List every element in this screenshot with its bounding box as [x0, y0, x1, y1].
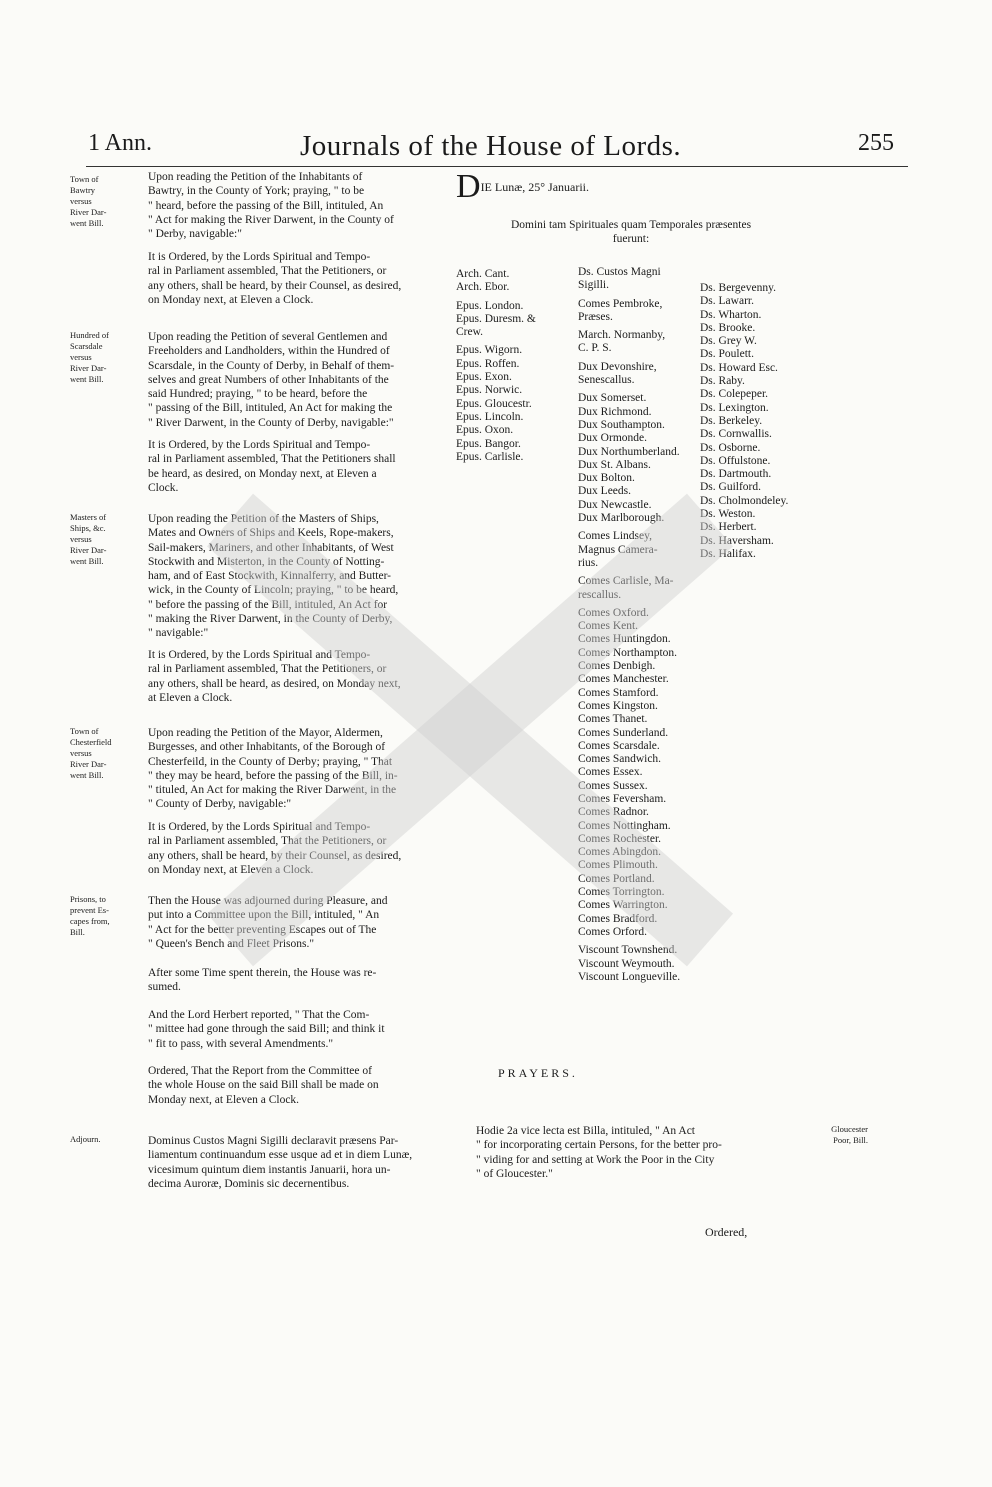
- attendee-name: Præses.: [578, 310, 613, 323]
- margin-note-adjourn: Adjourn.: [70, 1134, 101, 1144]
- attendance-heading: Domini tam Spirituales quam Temporales præsentes fuerunt:: [510, 219, 752, 245]
- attendee-name: Comes Nottingham.: [578, 819, 671, 832]
- attendee-name: Epus. Bangor.: [456, 437, 521, 450]
- attendee-name: Dux Northumberland.: [578, 445, 680, 458]
- paragraph-scarsdale-order: It is Ordered, by the Lords Spiritual and Tempo- ral in Parliament assembled, That the Petitioners shall be heard, as desired, on Monday next, at Eleven a Clock.: [148, 439, 396, 494]
- attendee-name: Ds. Poulett.: [700, 348, 754, 361]
- attendee-name: Comes Kingston.: [578, 699, 658, 712]
- attendee-name: Comes Torrington.: [578, 886, 665, 899]
- attendee-name: Comes Sunderland.: [578, 726, 669, 739]
- attendee-name: Viscount Townshend.: [578, 944, 678, 957]
- running-head-title: Journals of the House of Lords.: [300, 130, 682, 162]
- margin-note-gloucester: Gloucester Poor, Bill.: [831, 1124, 868, 1145]
- attendee-name: Comes Orford.: [578, 925, 647, 938]
- attendee-name: Comes Portland.: [578, 872, 655, 885]
- attendee-name: Epus. Norwic.: [456, 384, 523, 397]
- attendee-name: Ds. Haversham.: [700, 534, 774, 547]
- attendee-name: Ds. Brooke.: [700, 321, 756, 334]
- header-rule: [86, 166, 908, 167]
- attendee-name: Comes Kent.: [578, 620, 639, 633]
- attendee-name: Comes Lindsey,: [578, 530, 652, 543]
- paragraph-house-resumed: After some Time spent therein, the House was re- sumed.: [148, 967, 377, 994]
- attendee-name: Comes Oxford.: [578, 606, 649, 619]
- margin-note-masters-of-ships: Masters of Ships, &c. versus River Dar- went Bill.: [70, 512, 107, 566]
- drop-capital: D: [456, 168, 481, 205]
- paragraph-committee-prisons-bill: Then the House was adjourned during Pleasure, and put into a Committee upon the Bill, intituled, " An " Act for the better preventing Escapes out of The " Queen's Bench and Fleet Prisons.": [148, 895, 388, 950]
- paragraph-adjournment: Dominus Custos Magni Sigilli declaravit præsens Par- liamentum continuandum esse usque ad et in diem Lunæ, vicesimum quintum diem instantis Januarii, hora un- decima Auroræ, Dominis sic decernentibus.: [148, 1135, 413, 1190]
- attendee-name: Epus. Roffen.: [456, 357, 520, 370]
- paragraph-herbert-report: And the Lord Herbert reported, " That the Com- " mittee had gone through the said Bill; and think it " fit to pass, with several Amendments.": [148, 1009, 385, 1050]
- attendee-name: Comes Essex.: [578, 766, 643, 779]
- paragraph-chesterfield-order: It is Ordered, by the Lords Spiritual and Tempo- ral in Parliament assembled, That the Petitioners, or any others, shall be heard, by their Counsel, as desired, on Monday next, at Eleven a Clock.: [148, 821, 402, 876]
- prayers-heading: PRAYERS.: [498, 1066, 578, 1080]
- attendee-name: Comes Huntingdon.: [578, 633, 671, 646]
- attendee-name: Epus. Exon.: [456, 371, 512, 384]
- attendee-name: Comes Sandwich.: [578, 753, 662, 766]
- attendee-name: Dux Newcastle.: [578, 498, 652, 511]
- attendee-name: Viscount Longueville.: [578, 970, 681, 983]
- attendee-name: Dux Somerset.: [578, 392, 647, 405]
- date-heading: [456, 168, 589, 206]
- attendee-name: Ds. Cornwallis.: [700, 428, 772, 441]
- attendee-name: Comes Rochester.: [578, 832, 662, 845]
- attendee-name: Dux Leeds.: [578, 485, 632, 498]
- paragraph-bawtry-petition: Upon reading the Petition of the Inhabitants of Bawtry, in the County of York; praying, " to be " heard, before the passing of the Bill, intituled, An " Act for making the River Darwent, in the County of " Derby, navigable:": [148, 171, 394, 241]
- attendee-name: Comes Carlisle, Ma-: [578, 575, 674, 588]
- attendee-name: Ds. Custos Magni: [578, 266, 661, 278]
- attendee-name: Arch. Ebor.: [456, 281, 510, 294]
- running-head-regnal-year: 1 Ann.: [88, 130, 153, 156]
- attendee-name: Ds. Grey W.: [700, 335, 757, 348]
- attendee-name: Dux Richmond.: [578, 405, 652, 418]
- attendee-name: Dux St. Albans.: [578, 458, 651, 471]
- attendee-name: Crew.: [456, 326, 484, 339]
- attendance-list-spiritual: [456, 268, 536, 464]
- attendee-name: Ds. Raby.: [700, 375, 745, 388]
- attendance-list-barons: [700, 282, 788, 561]
- attendee-name: Ds. Berkeley.: [700, 414, 763, 427]
- attendee-name: Epus. Oxon.: [456, 424, 514, 437]
- attendee-name: Comes Warrington.: [578, 899, 668, 912]
- attendee-name: Ds. Cholmondeley.: [700, 494, 789, 507]
- paragraph-scarsdale-petition: Upon reading the Petition of several Gentlemen and Freeholders and Landholders, within the Hundred of Scarsdale, in the County of Derby, in Behalf of them- selves and great Numbers of other Inhabitants of the said Hundred; praying, " to be heard, before the " passing of the Bill, intituled, An Act for making the " River Darwent, in the County of Derby, navigable:": [148, 331, 395, 429]
- attendee-name: Comes Stamford.: [578, 686, 659, 699]
- attendee-name: rius.: [578, 556, 599, 569]
- attendee-name: Comes Denbigh.: [578, 660, 656, 673]
- paragraph-masters-petition: Upon reading the Petition of the Masters of Ships, Mates and Owners of Ships and Keels, Rope-makers, Sail-makers, Mariners, and other Inhabitants, of West Stockwith and Misterton, in the County of Notting- ham, and of East Stockwith, Kinnalferry, and Butter- wick, in the County of Lincoln; praying, " to be heard, " before the passing of the Bill, intituled, An Act for " making the River Darwent, in the County of Derby, " navigable:": [148, 513, 399, 640]
- attendee-name: Ds. Weston.: [700, 508, 756, 521]
- attendee-name: Viscount Weymouth.: [578, 957, 675, 970]
- attendee-name: Comes Manchester.: [578, 673, 669, 686]
- attendee-name: Ds. Guilford.: [700, 481, 762, 494]
- attendee-name: Epus. Wigorn.: [456, 344, 523, 357]
- attendance-list-temporal: [578, 266, 680, 984]
- attendee-name: Dux Marlborough.: [578, 512, 665, 525]
- attendee-name: March. Normanby,: [578, 329, 666, 342]
- attendee-name: Ds. Lawarr.: [700, 295, 754, 308]
- attendee-name: Comes Bradford.: [578, 912, 658, 925]
- attendee-name: Comes Northampton.: [578, 646, 678, 659]
- attendee-name: Comes Radnor.: [578, 806, 649, 819]
- attendee-name: Comes Thanet.: [578, 713, 648, 726]
- attendee-name: Epus. Duresm. &: [456, 312, 536, 325]
- attendee-name: Dux Bolton.: [578, 472, 635, 485]
- attendee-name: Sigilli.: [578, 279, 609, 292]
- attendee-name: Ds. Osborne.: [700, 441, 761, 454]
- margin-note-scarsdale: Hundred of Scarsdale versus River Dar- went Bill.: [70, 330, 109, 384]
- margin-note-bawtry: Town of Bawtry versus River Dar- went Bill.: [70, 174, 107, 228]
- attendee-name: Arch. Cant.: [456, 268, 510, 280]
- attendee-name: Ds. Dartmouth.: [700, 468, 772, 481]
- attendee-name: Dux Devonshire,: [578, 360, 657, 373]
- attendee-name: Epus. Carlisle.: [456, 450, 524, 463]
- attendee-name: Ds. Bergevenny.: [700, 282, 777, 294]
- attendee-name: rescallus.: [578, 588, 622, 601]
- catchword: Ordered,: [705, 1225, 748, 1239]
- attendee-name: Ds. Wharton.: [700, 308, 762, 321]
- attendee-name: Ds. Offulstone.: [700, 454, 771, 467]
- attendee-name: Ds. Halifax.: [700, 547, 756, 560]
- paragraph-gloucester-bill: Hodie 2a vice lecta est Billa, intituled, " An Act " for incorporating certain Persons, for the better pro- " viding for and setting at Work the Poor in the City " of Gloucester.": [476, 1125, 722, 1180]
- attendee-name: Comes Sussex.: [578, 779, 648, 792]
- page-number: 255: [858, 130, 894, 156]
- margin-note-prisons: Prisons, to prevent Es- capes from, Bill.: [70, 894, 110, 937]
- attendee-name: Dux Southampton.: [578, 418, 665, 431]
- attendee-name: Senescallus.: [578, 374, 635, 387]
- date-heading-text: IE Lunæ, 25° Januarii.: [480, 180, 590, 194]
- attendee-name: Comes Abingdon.: [578, 846, 662, 859]
- paragraph-masters-order: It is Ordered, by the Lords Spiritual and Tempo- ral in Parliament assembled, That the Petitioners, or any others, shall be heard, as desired, on Monday next, at Eleven a Clock.: [148, 649, 401, 704]
- paragraph-bawtry-order: It is Ordered, by the Lords Spiritual and Tempo- ral in Parliament assembled, That the Petitioners, or any others, shall be heard, by their Counsel, as desired, on Monday next, at Eleven a Clock.: [148, 251, 402, 306]
- attendee-name: Epus. Lincoln.: [456, 410, 524, 423]
- attendee-name: Ds. Herbert.: [700, 521, 757, 534]
- paragraph-report-ordered: Ordered, That the Report from the Committee of the whole House on the said Bill shall be made on Monday next, at Eleven a Clock.: [148, 1065, 379, 1106]
- paragraph-chesterfield-petition: Upon reading the Petition of the Mayor, Aldermen, Burgesses, and other Inhabitants, of the Borough of Chesterfeild, in the County of Derby; praying, " That " they may be heard, before the passing of the Bill, in- " tituled, An Act for making the River Darwent, in the " County of Derby, navigable:": [148, 727, 398, 811]
- attendee-name: Dux Ormonde.: [578, 432, 647, 445]
- attendee-name: Ds. Lexington.: [700, 401, 769, 414]
- margin-note-chesterfield: Town of Chesterfield versus River Dar- went Bill.: [70, 726, 112, 780]
- attendee-name: Ds. Colepeper.: [700, 388, 769, 401]
- attendee-name: Epus. Gloucestr.: [456, 397, 532, 410]
- attendee-name: Epus. London.: [456, 299, 524, 312]
- attendee-name: Magnus Camera-: [578, 543, 658, 556]
- attendee-name: Ds. Howard Esc.: [700, 361, 778, 374]
- attendee-name: Comes Plimouth.: [578, 859, 658, 872]
- attendee-name: Comes Scarsdale.: [578, 739, 660, 752]
- attendee-name: Comes Pembroke,: [578, 297, 663, 310]
- attendee-name: Comes Feversham.: [578, 792, 667, 805]
- attendee-name: C. P. S.: [578, 342, 612, 355]
